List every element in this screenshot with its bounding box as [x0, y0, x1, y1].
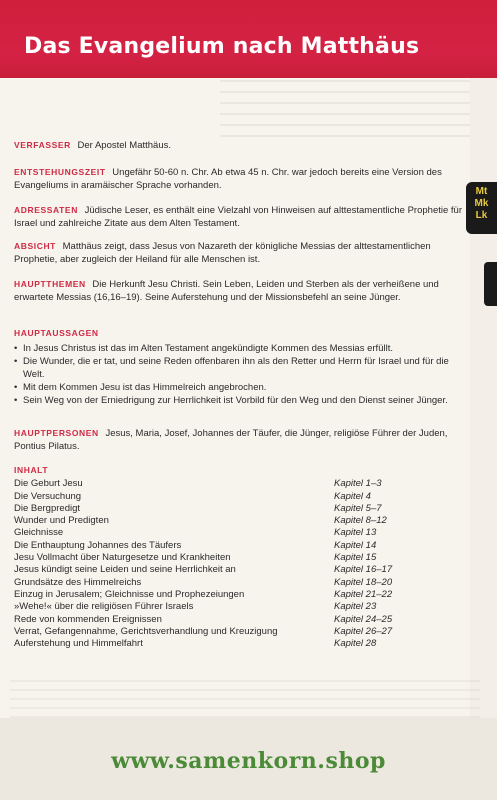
table-row [14, 626, 394, 638]
inhalt-chapter: Kapitel 13 [334, 527, 377, 539]
entstehungszeit-label: ENTSTEHUNGSZEIT [14, 167, 106, 177]
page-title: Das Evangelium nach Matthäus [24, 34, 420, 59]
inhalt-chapter: Kapitel 16–17 [334, 564, 393, 576]
inhalt-chapter: Kapitel 5–7 [334, 502, 382, 514]
section-hauptaussagen [14, 327, 464, 407]
inhalt-topic: Die Geburt Jesu [14, 478, 83, 490]
inhalt-chapter: Kapitel 4 [334, 490, 371, 502]
section-absicht [14, 240, 464, 266]
table-row [14, 577, 394, 589]
verfasser-label: VERFASSER [14, 140, 71, 150]
inhalt-topic: Jesus kündigt seine Leiden und seine Herrlichkeit an [14, 564, 236, 576]
table-row [14, 540, 394, 552]
inhalt-chapter: Kapitel 21–22 [334, 588, 393, 600]
section-inhalt [14, 464, 394, 650]
adressaten-label: ADRESSATEN [14, 205, 78, 215]
list-item: • Mit dem Kommen Jesu ist das Himmelreich angebrochen. [14, 381, 464, 394]
table-row [14, 614, 394, 626]
absicht-text: Matthäus zeigt, dass Jesus von Nazareth der königliche Messias der alttestamentlichen Prophetie, aber zugleich der Heiland für alle Menschen ist. [14, 241, 431, 265]
table-row [14, 491, 394, 503]
section-entstehungszeit [14, 166, 464, 192]
absicht-label: ABSICHT [14, 241, 56, 251]
bleed-through-text [220, 80, 470, 140]
inhalt-chapter: Kapitel 26–27 [334, 625, 393, 637]
inhalt-topic: Einzug in Jerusalem; Gleichnisse und Prophezeiungen [14, 588, 245, 600]
adressaten-text: Jüdische Leser, es enthält eine Vielzahl von Hinweisen auf alttestamentliche Prophetie für Israel und zahlreiche Zitate aus dem Alten Testament. [14, 205, 462, 229]
tab-lk: Lk [475, 210, 488, 221]
inhalt-label: INHALT [14, 465, 49, 475]
inhalt-chapter: Kapitel 28 [334, 638, 377, 650]
watermark-url: www.samenkorn.shop [111, 748, 386, 774]
section-hauptthemen [14, 278, 464, 304]
inhalt-chapter: Kapitel 15 [334, 552, 377, 564]
inhalt-chapter: Kapitel 1–3 [334, 478, 382, 490]
section-adressaten [14, 204, 464, 230]
inhalt-topic: Die Bergpredigt [14, 502, 81, 514]
inhalt-topic: »Wehe!« über die religiösen Führer Israels [14, 601, 194, 613]
list-item: • In Jesus Christus ist das im Alten Testament angekündigte Kommen des Messias erfüllt. [14, 342, 464, 355]
section-verfasser [14, 139, 464, 152]
hauptpersonen-label: HAUPTPERSONEN [14, 428, 99, 438]
hauptpersonen-text: Jesus, Maria, Josef, Johannes der Täufer, die Jünger, religiöse Führer der Juden, Pontius Pilatus. [14, 428, 448, 452]
inhalt-topic: Verrat, Gefangennahme, Gerichtsverhandlung und Kreuzigung [14, 625, 278, 637]
table-row [14, 503, 394, 515]
inhalt-topic: Rede von kommenden Ereignissen [14, 613, 162, 625]
table-row [14, 478, 394, 490]
inhalt-topic: Gleichnisse [14, 527, 64, 539]
inhalt-chapter: Kapitel 14 [334, 539, 377, 551]
inhalt-topic: Wunder und Predigten [14, 515, 109, 527]
hauptaussagen-label: HAUPTAUSSAGEN [14, 328, 99, 338]
list-item: • Sein Weg von der Erniedrigung zur Herrlichkeit ist Vorbild für den Weg und den Dienst seiner Jünger. [14, 394, 464, 407]
section-hauptpersonen [14, 427, 464, 453]
verfasser-text: Der Apostel Matthäus. [77, 140, 171, 151]
inhalt-topic: Die Enthauptung Johannes des Täufers [14, 539, 182, 551]
next-index-tab[interactable] [484, 262, 497, 306]
table-row [14, 601, 394, 613]
inhalt-topic: Grundsätze des Himmelreichs [14, 576, 142, 588]
table-row [14, 552, 394, 564]
tab-mt: Mt [475, 186, 488, 197]
table-row [14, 527, 394, 539]
tab-mk: Mk [474, 198, 489, 209]
table-row [14, 564, 394, 576]
inhalt-chapter: Kapitel 23 [334, 601, 377, 613]
entstehungszeit-text: Ungefähr 50-60 n. Chr. Ab etwa 45 n. Chr. war jedoch bereits eine Version des Evangeliums in aramäischer Sprache vorhanden. [14, 167, 442, 191]
table-row [14, 589, 394, 601]
inhalt-topic: Auferstehung und Himmelfahrt [14, 638, 143, 650]
hauptaussagen-list [14, 342, 464, 407]
hauptthemen-text: Die Herkunft Jesu Christi. Sein Leben, Leiden und Sterben als der verheißene und erwartete Messias (16,16–19). Seine Auferstehung und der Missionsbefehl an seine Jünger. [14, 279, 439, 303]
title-banner [0, 0, 497, 78]
table-row [14, 638, 394, 650]
list-item: • Die Wunder, die er tat, und seine Reden offenbaren ihn als den Retter und Herrn für Israel und für die Welt. [14, 355, 464, 381]
hauptthemen-label: HAUPTTHEMEN [14, 279, 86, 289]
inhalt-chapter: Kapitel 18–20 [334, 576, 393, 588]
table-row [14, 515, 394, 527]
inhalt-chapter: Kapitel 8–12 [334, 515, 387, 527]
inhalt-topic: Jesu Vollmacht über Naturgesetze und Krankheiten [14, 552, 231, 564]
book-index-tab[interactable] [466, 182, 497, 234]
inhalt-topic: Die Versuchung [14, 490, 82, 502]
inhalt-chapter: Kapitel 24–25 [334, 613, 393, 625]
